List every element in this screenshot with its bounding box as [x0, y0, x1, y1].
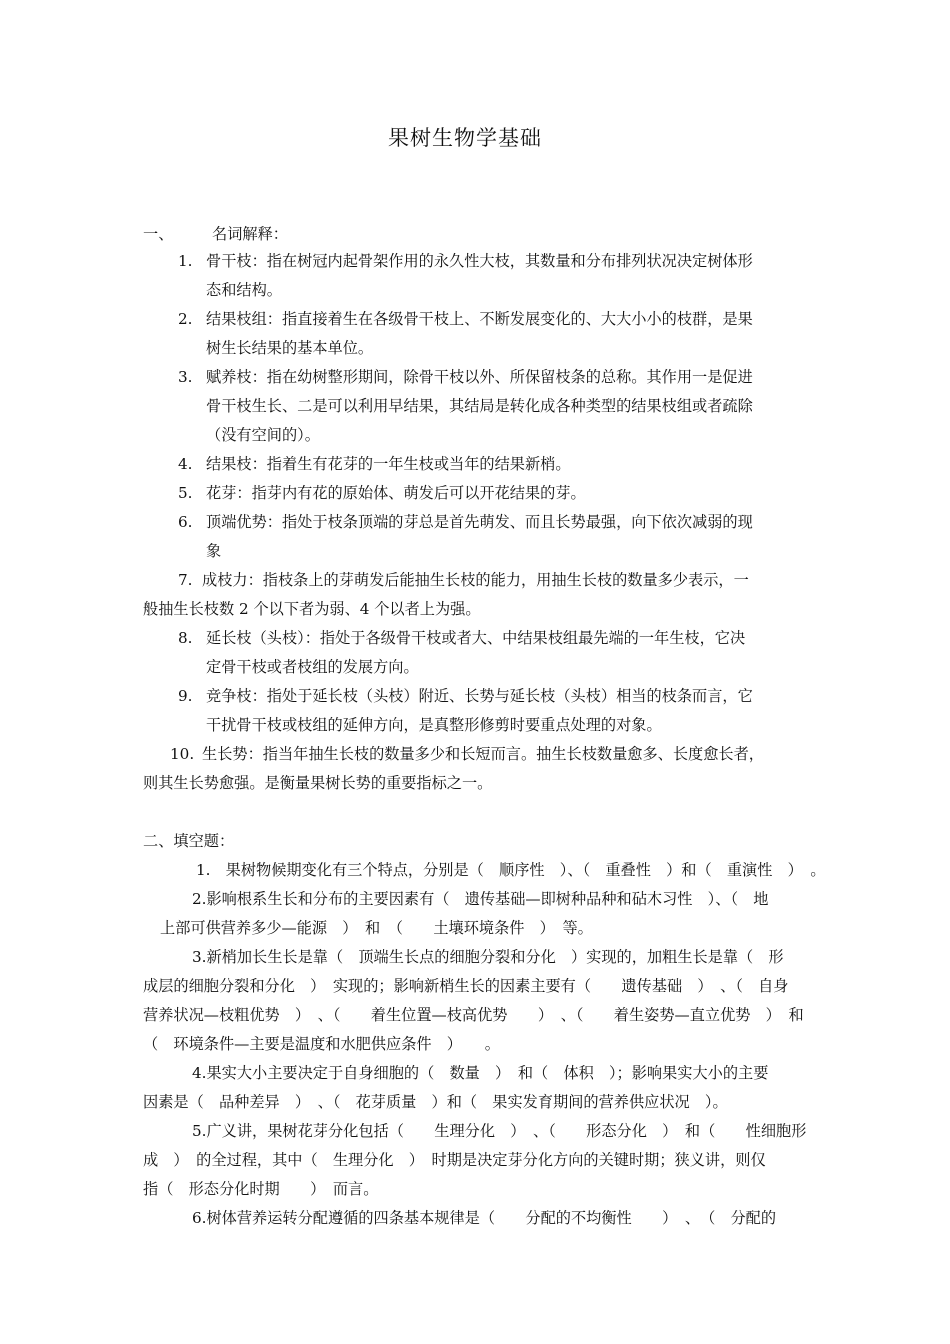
term-item-10	[170, 744, 764, 764]
item-text-line: 树生长结果的基本单位。	[206, 339, 374, 357]
fill-line: （ 环境条件—主要是温度和水肥供应条件 ） 。	[143, 1035, 500, 1053]
item-text-line: （没有空间的）。	[206, 426, 320, 444]
item-text-line: 竞争枝：指处于延长枝（头枝）附近、长势与延长枝（头枝）相当的枝条而言，它	[206, 687, 753, 705]
item-text-line: 成枝力：指枝条上的芽萌发后能抽生长枝的能力，用抽生长枝的数量多少表示，一	[202, 571, 749, 589]
page-title: 果树生物学基础	[388, 126, 542, 150]
item-number: 8.	[178, 629, 193, 647]
fill-line: 上部可供营养多少—能源 ） 和 （ 土壤环境条件 ） 等。	[160, 919, 593, 937]
fill-line: 成层的细胞分裂和分化 ） 实现的；影响新梢生长的因素主要有（ 遗传基础 ） 、（ 自身	[143, 977, 789, 995]
fill-line: 2.影响根系生长和分布的主要因素有（ 遗传基础—即树种品种和砧木习性 ）、（ 地	[192, 890, 769, 908]
item-text-line: 花芽：指芽内有花的原始体、萌发后可以开花结果的芽。	[206, 484, 586, 502]
item-text-line: 生长势：指当年抽生长枝的数量多少和长短而言。抽生长枝数量愈多、长度愈长者，	[202, 745, 764, 763]
fill-line: 成 ） 的全过程，其中（ 生理分化 ） 时期是决定芽分化方向的关键时期；狭义讲，则仅	[143, 1151, 766, 1169]
item-text-line: 象	[206, 542, 222, 560]
term-item-3	[178, 367, 753, 387]
item-number: 2.	[178, 310, 193, 328]
item-text-line: 则其生长势愈强。是衡量果树长势的重要指标之一。	[143, 774, 493, 792]
item-number: 6.	[178, 513, 193, 531]
term-item-7	[178, 570, 749, 590]
section1-number: 一、	[143, 225, 174, 243]
item-text-line: 顶端优势：指处于枝条顶端的芽总是首先萌发、而且长势最强，向下依次减弱的现	[206, 513, 753, 531]
item-number: 5.	[178, 484, 193, 502]
term-item-5	[178, 483, 586, 503]
item-text-line: 结果枝：指着生有花芽的一年生枝或当年的结果新梢。	[206, 455, 571, 473]
fill-line: 1. 果树物候期变化有三个特点，分别是（ 顺序性 ）、（ 重叠性 ）和（ 重演性 ） 。	[196, 861, 826, 879]
item-number: 3.	[178, 368, 193, 386]
fill-line: 4.果实大小主要决定于自身细胞的（ 数量 ） 和（ 体积 ）；影响果实大小的主要	[192, 1064, 769, 1082]
item-number: 10.	[170, 745, 195, 763]
item-text-line: 般抽生长枝数 2 个以下者为弱、4 个以者上为强。	[143, 600, 481, 618]
section2-heading: 二、填空题：	[143, 832, 235, 850]
item-text-line: 定骨干枝或者枝组的发展方向。	[206, 658, 419, 676]
fill-line: 6.树体营养运转分配遵循的四条基本规律是（ 分配的不均衡性 ） 、 （ 分配的	[192, 1209, 777, 1227]
fill-line: 营养状况—枝粗优势 ） 、（ 着生位置—枝高优势 ） 、（ 着生姿势—直立优势 ） 和	[143, 1006, 804, 1024]
term-item-6	[178, 512, 753, 532]
item-number: 4.	[178, 455, 193, 473]
term-item-4	[178, 454, 571, 474]
item-text-line: 延长枝（头枝）：指处于各级骨干枝或者大、中结果枝组最先端的一年生枝，它决	[206, 629, 746, 647]
fill-line: 指（ 形态分化时期 ） 而言。	[143, 1180, 379, 1198]
item-text-line: 态和结构。	[206, 281, 282, 299]
section1-heading: 名词解释：	[212, 225, 288, 243]
term-item-1	[178, 251, 753, 271]
item-text-line: 赋养枝：指在幼树整形期间，除骨干枝以外、所保留枝条的总称。其作用一是促进	[206, 368, 753, 386]
item-number: 7.	[178, 571, 193, 589]
item-text-line: 骨干枝：指在树冠内起骨架作用的永久性大枝，其数量和分布排列状况决定树体形	[206, 252, 753, 270]
item-text-line: 结果枝组：指直接着生在各级骨干枝上、不断发展变化的、大大小小的枝群，是果	[206, 310, 753, 328]
term-item-9	[178, 686, 753, 706]
item-text-line: 骨干枝生长、二是可以利用早结果，其结局是转化成各种类型的结果枝组或者疏除	[206, 397, 753, 415]
item-number: 1.	[178, 252, 193, 270]
term-item-8	[178, 628, 745, 648]
item-number: 9.	[178, 687, 193, 705]
item-text-line: 干扰骨干枝或枝组的延伸方向，是真整形修剪时要重点处理的对象。	[206, 716, 662, 734]
fill-line: 5.广义讲，果树花芽分化包括（ 生理分化 ） 、（ 形态分化 ） 和（ 性细胞形	[192, 1122, 807, 1140]
term-item-2	[178, 309, 753, 329]
fill-line: 3.新梢加长生长是靠（ 顶端生长点的细胞分裂和分化 ）实现的，加粗生长是靠（ 形	[192, 948, 784, 966]
fill-line: 因素是（ 品种差异 ） 、（ 花芽质量 ）和（ 果实发育期间的营养供应状况 ）。	[143, 1093, 728, 1111]
